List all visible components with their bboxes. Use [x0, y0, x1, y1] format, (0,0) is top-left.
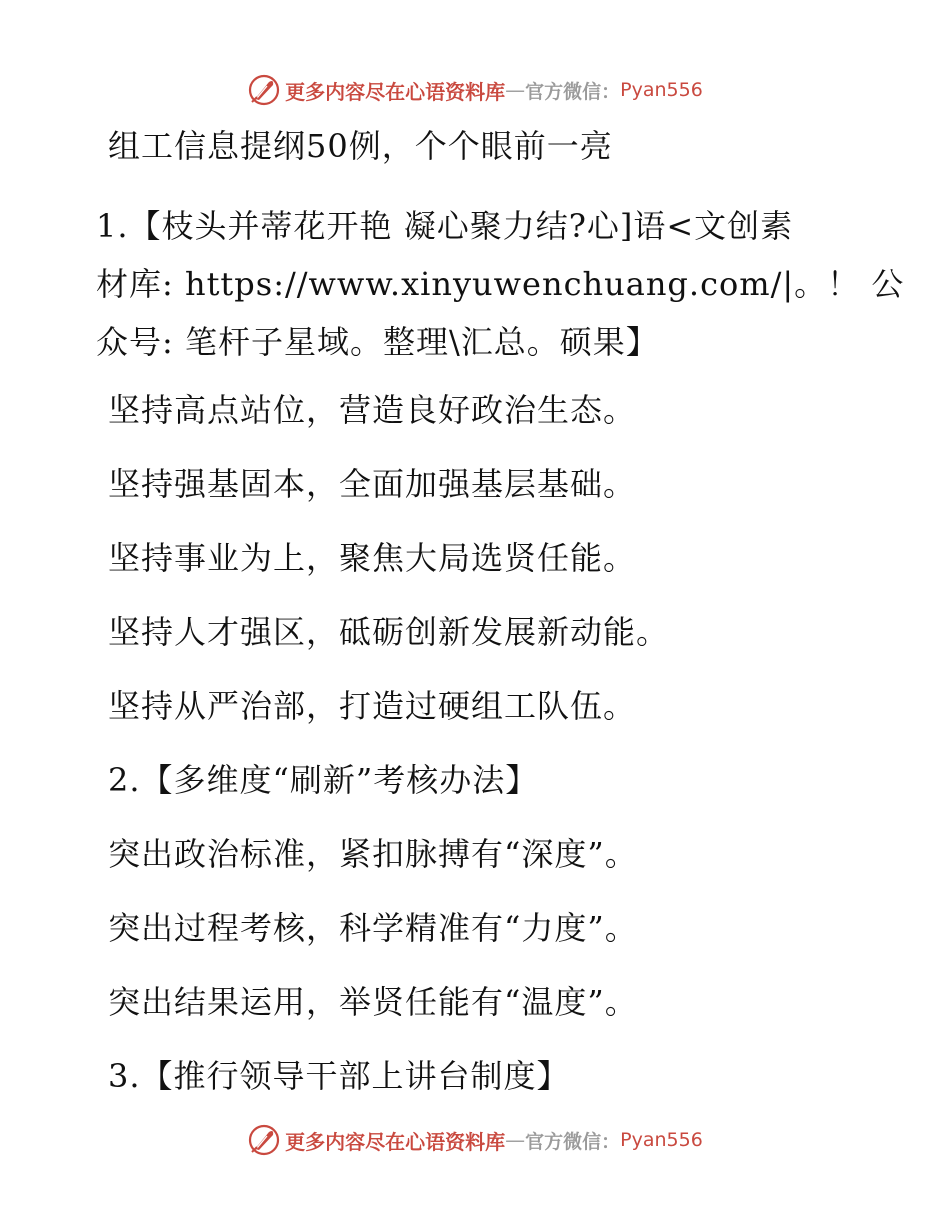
section2-heading: 2.【多维度“刷新”考核办法】 [108, 761, 539, 799]
section1-heading-line: 材库: https://www.xinyuwenchuang.com/|。！ 公 [96, 265, 905, 303]
watermark-separator: — [505, 78, 526, 102]
watermark-official-label: 官方微信： [525, 80, 621, 103]
section2-point: 突出过程考核，科学精准有“力度”。 [108, 909, 638, 947]
section1-heading-line: 1.【枝头并蒂花开艳 凝心聚力结?心]语<文创素 [96, 207, 794, 245]
section2-point: 突出结果运用，举贤任能有“温度”。 [108, 983, 638, 1021]
section1-heading-line: 众号: 笔杆子星域。整理\汇总。硕果】 [96, 323, 659, 361]
watermark-official-label: 官方微信： [525, 1130, 621, 1153]
footer-watermark [0, 1120, 950, 1160]
header-watermark [0, 70, 950, 110]
watermark-wechat-id: Pyan556 [620, 79, 703, 101]
watermark-slogan: 更多内容尽在心语资料库 [285, 79, 506, 104]
feather-pen-logo-icon [247, 73, 281, 107]
document-title: 组工信息提纲50例，个个眼前一亮 [108, 127, 613, 165]
watermark-separator: — [505, 1128, 526, 1152]
section1-point: 坚持人才强区，砥砺创新发展新动能。 [108, 613, 670, 651]
feather-pen-logo-icon [247, 1123, 281, 1157]
section1-point: 坚持从严治部，打造过硬组工队伍。 [108, 687, 637, 725]
section1-point: 坚持高点站位，营造良好政治生态。 [108, 391, 637, 429]
section2-point: 突出政治标准，紧扣脉搏有“深度”。 [108, 835, 638, 873]
section1-point: 坚持事业为上，聚焦大局选贤任能。 [108, 539, 637, 577]
watermark-wechat-id: Pyan556 [620, 1129, 703, 1151]
section1-point: 坚持强基固本，全面加强基层基础。 [108, 465, 637, 503]
section3-heading: 3.【推行领导干部上讲台制度】 [108, 1057, 570, 1095]
section1-heading [96, 197, 905, 371]
watermark-slogan: 更多内容尽在心语资料库 [285, 1129, 506, 1154]
